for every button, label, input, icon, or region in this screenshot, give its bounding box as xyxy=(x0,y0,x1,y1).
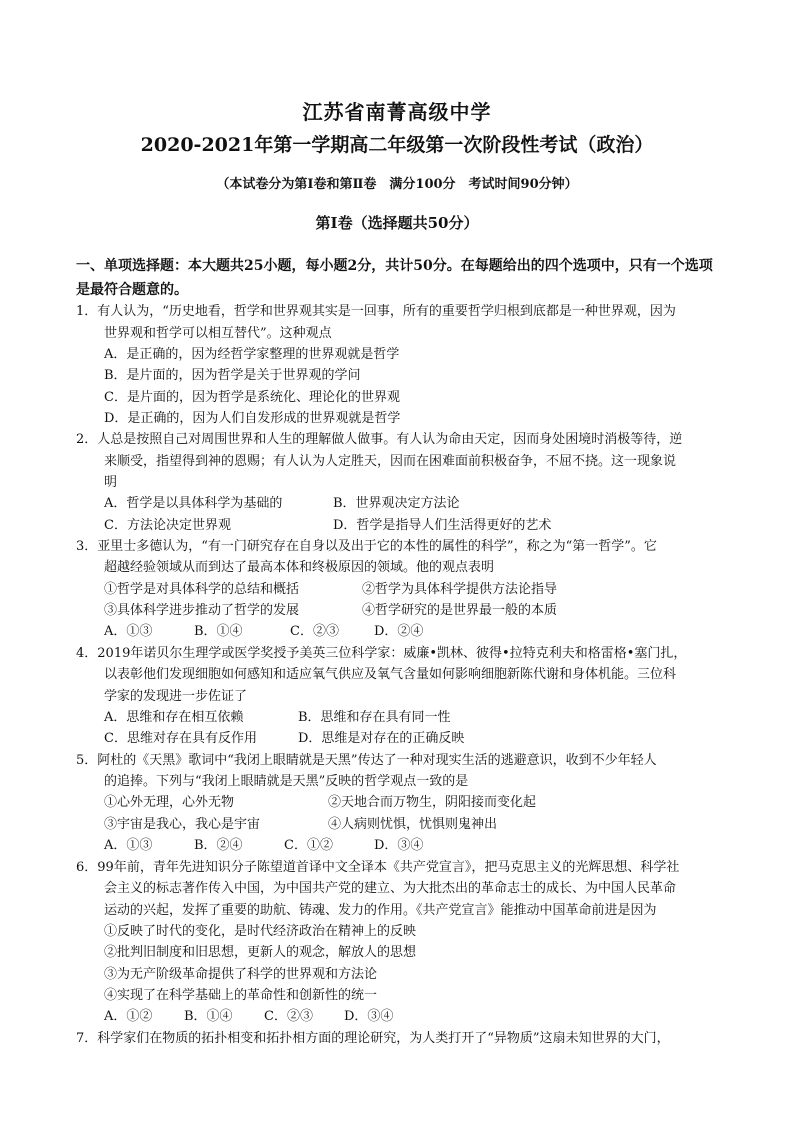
q1-option-d: D．是正确的，因为人们自发形成的世界观就是哲学 xyxy=(104,411,401,426)
q6-statement-2: ②批判旧制度和旧思想，更新人的观念，解放人的思想 xyxy=(104,945,417,960)
q1-stem-line-2: 世界观和哲学可以相互替代”。这种观点 xyxy=(104,326,332,341)
q4-option-d: D．思维是对存在的正确反映 xyxy=(298,731,465,746)
q5-stem-line-1: 5．阿杜的《天黑》歌词中“我闭上眼睛就是天黑”传达了一种对现实生活的逃避意识，收到不少年轻人 xyxy=(76,753,657,768)
q3-stem-line-2: 超越经验领域从而到达了最高本体和终极原因的领域。他的观点表明 xyxy=(104,560,495,575)
q5-statement-1: ①心外无理，心外无物 xyxy=(104,795,235,810)
q6-statement-4: ④实现了在科学基础上的革命性和创新性的统一 xyxy=(104,988,378,1003)
q4-stem-line-3: 学家的发现进一步佐证了 xyxy=(104,689,248,704)
q5-option-d: D．③④ xyxy=(374,838,424,853)
q7-stem-line-1: 7．科学家们在物质的拓扑相变和拓扑相方面的理论研究，为人类打开了“异物质”这扇未知世界的大门， xyxy=(76,1031,670,1046)
q6-statement-3: ③为无产阶级革命提供了科学的世界观和方法论 xyxy=(104,967,378,982)
q3-statement-1: ①哲学是对具体科学的总结和概括 xyxy=(104,582,300,597)
q3-option-b: B．①④ xyxy=(194,624,243,639)
q5-stem-line-2: 的追捧。下列与“我闭上眼睛就是天黑”反映的哲学观点一致的是 xyxy=(104,774,469,789)
q2-option-c: C．方法论决定世界观 xyxy=(104,518,231,533)
q5-option-b: B．②④ xyxy=(194,838,243,853)
q3-statement-4: ④哲学研究的是世界最一般的本质 xyxy=(362,603,558,618)
q2-option-d: D．哲学是指导人们生活得更好的艺术 xyxy=(333,518,552,533)
q6-stem-line-2: 会主义的标志著作传入中国，为中国共产党的建立、为大批杰出的革命志士的成长、为中国人民革命 xyxy=(104,881,677,896)
q4-option-a: A．思维和存在相互依赖 xyxy=(104,710,244,725)
q2-option-a: A．哲学是以具体科学为基础的 xyxy=(104,496,283,511)
q6-stem-line-3: 运动的兴起，发挥了重要的助航、铸魂、发力的作用。《共产党宣言》能推动中国革命前进是因为 xyxy=(104,903,657,918)
q1-option-c: C．是片面的，因为哲学是系统化、理论化的世界观 xyxy=(104,390,400,405)
q3-stem-line-1: 3．亚里士多德认为，“有一门研究存在自身以及出于它的本性的属性的科学”，称之为“第一哲学”。它 xyxy=(76,539,657,554)
q2-stem-line-3: 明 xyxy=(104,475,118,490)
q6-statement-1: ①反映了时代的变化，是时代经济政治在精神上的反映 xyxy=(104,924,417,939)
q5-option-c: C．①② xyxy=(284,838,333,853)
q6-option-a: A．①② xyxy=(104,1009,153,1024)
exam-note: （本试卷分为第Ⅰ卷和第Ⅱ卷 满分100分 考试时间90分钟） xyxy=(216,177,578,192)
exam-title: 2020-2021年第一学期高二年级第一次阶段性考试（政治） xyxy=(140,134,654,156)
q5-statement-3: ③宇宙是我心，我心是宇宙 xyxy=(104,817,261,832)
q2-stem-line-1: 2．人总是按照自己对周围世界和人生的理解做人做事。有人认为命由天定，因而身处困境时消极等待，逆 xyxy=(76,432,683,447)
q2-stem-line-2: 来顺受，指望得到神的恩赐；有人认为人定胜天，因而在困难面前积极奋争，不屈不挠。这一现象说 xyxy=(104,454,677,469)
q4-stem-line-2: 以表彰他们发现细胞如何感知和适应氧气供应及氧气含量如何影响细胞新陈代谢和身体机能。三位科 xyxy=(104,667,677,682)
q6-option-b: B．①④ xyxy=(184,1009,233,1024)
q5-statement-4: ④人病则忧惧，忧惧则鬼神出 xyxy=(328,817,498,832)
school-name: 江苏省南菁高级中学 xyxy=(302,100,492,124)
q3-option-d: D．②④ xyxy=(374,624,424,639)
q6-stem-line-1: 6．99年前，青年先进知识分子陈望道首译中文全译本《共产党宣言》，把马克思主义的光辉思想、科学社 xyxy=(76,860,680,875)
q5-statement-2: ②天地合而万物生，阴阳接而变化起 xyxy=(328,795,537,810)
q3-statement-2: ②哲学为具体科学提供方法论指导 xyxy=(362,582,558,597)
q3-option-a: A．①③ xyxy=(104,624,153,639)
part-title: 第Ⅰ卷（选择题共50分） xyxy=(315,214,479,232)
q4-option-b: B．思维和存在具有同一性 xyxy=(298,710,451,725)
q1-option-a: A．是正确的，因为经哲学家整理的世界观就是哲学 xyxy=(104,347,400,362)
q3-option-c: C．②③ xyxy=(290,624,339,639)
q6-option-c: C．②③ xyxy=(264,1009,313,1024)
q2-option-b: B．世界观决定方法论 xyxy=(333,496,460,511)
q1-option-b: B．是片面的，因为哲学是关于世界观的学问 xyxy=(104,368,361,383)
q4-option-c: C．思维对存在具有反作用 xyxy=(104,731,257,746)
q6-option-d: D．③④ xyxy=(344,1009,394,1024)
q4-stem-line-1: 4．2019年诺贝尔生理学或医学奖授予美英三位科学家：威廉•凯林、彼得•拉特克利夫和格雷格•塞门扎， xyxy=(76,646,687,661)
q1-stem-line-1: 1．有人认为，“历史地看，哲学和世界观其实是一回事，所有的重要哲学归根到底都是一种世界观，因为 xyxy=(76,304,676,319)
section-line-1: 一、单项选择题：本大题共25小题，每小题2分，共计50分。在每题给出的四个选项中，只有一个选项 xyxy=(76,258,713,274)
q5-option-a: A．①③ xyxy=(104,838,153,853)
section-line-2: 是最符合题意的。 xyxy=(76,282,188,298)
q3-statement-3: ③具体科学进步推动了哲学的发展 xyxy=(104,603,300,618)
